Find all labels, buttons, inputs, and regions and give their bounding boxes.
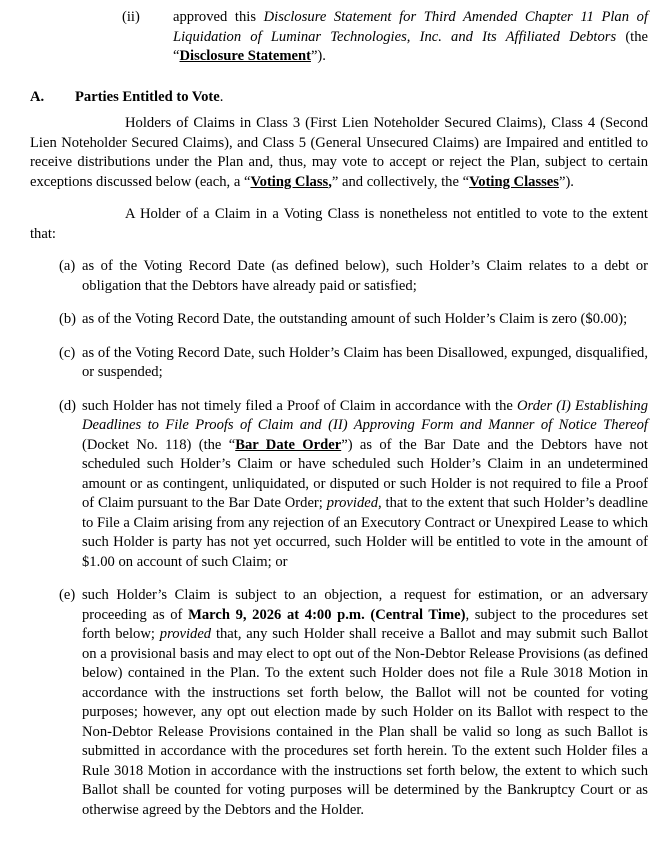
text-segment: as of the Voting Record Date, the outstanding amount of such Holder’s Claim is zero ($0.00); xyxy=(82,311,628,327)
text-segment: Order (I) Establishing Deadlines to File Proofs of Claim and (II) Approving Form and Manner of Notice Thereof xyxy=(82,397,649,433)
list-item xyxy=(59,586,649,820)
text-segment: provided xyxy=(326,495,379,511)
text-segment: Disclosure Statement xyxy=(179,48,311,64)
text-segment: that, any such Holder shall receive a Ballot and may submit such Ballot on a provisional basis and may elect to opt out of the Non-Debtor Release Provisions (as defined below) contained in the Plan. To the extent such Holder does not file a Rule 3018 Motion in accordance with the instructions set forth below, the Ballot will not be counted for voting purposes; however, any opt out election made by such Holder on its Ballot with respect to the Non-Debtor Release Provisions contained in the Plan shall be valid so long as such Ballot is submitted in accordance with the procedures set forth herein. To the extent such Holder files a Rule 3018 Motion in accordance with the instructions set forth below, the extent to which such Ballot shall be counted for voting purposes will be determined by the Bankruptcy Court or as otherwise agreed by the Debtors and the Holder. xyxy=(82,626,649,818)
text-segment: , xyxy=(328,173,332,190)
section-title: Parties Entitled to Vote xyxy=(75,88,220,105)
sub-item xyxy=(122,8,649,67)
text-segment: (the “ xyxy=(173,28,649,64)
section-title-suffix: . xyxy=(219,88,224,105)
item-marker: (b) xyxy=(59,311,77,327)
text-segment: ”) as of the Bar Date and the Debtors have not scheduled such Holder’s Claim or have scheduled such Holder’s Claim in an undetermined amount or as contingent, unliquidated, or disputed or such Holder is not required to file a Proof of Claim pursuant to the Bar Date Order; xyxy=(82,436,648,511)
paragraph xyxy=(30,114,648,192)
item-marker: (a) xyxy=(59,258,76,274)
paragraph xyxy=(30,205,648,244)
list-item xyxy=(59,397,649,573)
text-segment: as of the Voting Record Date (as defined below), such Holder’s Claim relates to a debt or obligation that the Debtors have already paid or satisfied; xyxy=(82,258,648,294)
text-segment: provided xyxy=(159,626,212,642)
item-marker: (ii) xyxy=(122,9,140,25)
text-segment: ” and collectively, the “ xyxy=(331,173,470,190)
list-item xyxy=(59,310,648,330)
section-letter: A. xyxy=(30,88,45,105)
item-marker: (c) xyxy=(59,344,76,361)
text-segment: such Holder has not timely filed a Proof of Claim in accordance with the xyxy=(82,397,518,414)
text-segment: , that to the extent that such Holder’s deadline to File a Claim arising from any rejection of an Executory Contract or Unexpired Lease to which such Holder is party has not yet occurred, such Holder will be entitled to vote in the amount of $1.00 on account of such Claim; or xyxy=(82,495,648,570)
text-segment: March 9, 2026 at 4:00 p.m. (Central Time) xyxy=(188,606,466,623)
text-segment: (Docket No. 118) (the “ xyxy=(82,436,236,453)
section-heading xyxy=(30,88,648,108)
list-item xyxy=(59,344,648,383)
text-segment: ”). xyxy=(558,173,574,190)
text-segment: such Holder’s Claim is subject to an objection, a request for estimation, or an adversary proceeding as of xyxy=(82,587,648,623)
text-segment: Disclosure Statement for Third Amended Chapter 11 Plan of Liquidation of Luminar Technologies, Inc. and Its Affiliated Debtors xyxy=(173,9,648,45)
item-marker: (d) xyxy=(59,397,77,414)
text-segment: A Holder of a Claim in a Voting Class is nonetheless not entitled to vote to the extent that: xyxy=(30,206,648,242)
text-segment: Bar Date Order xyxy=(235,436,342,453)
text-segment: , subject to the procedures set forth below; xyxy=(82,606,649,642)
text-segment: ”). xyxy=(310,48,326,64)
text-segment: Voting Classes xyxy=(469,173,559,190)
item-marker: (e) xyxy=(59,587,76,603)
text-segment: Holders of Claims in Class 3 (First Lien Noteholder Secured Claims), Class 4 (Second Lien Noteholder Secured Claims), and Class 5 (General Unsecured Claims) are Impaired and entitled to receive distributions under the Plan and, thus, may vote to accept or reject the Plan, subject to certain exceptions discussed below (each, a “ xyxy=(30,115,648,190)
text-segment: as of the Voting Record Date, such Holder’s Claim has been Disallowed, expunged, disqualified, or suspended; xyxy=(82,344,648,380)
list-item xyxy=(59,257,648,296)
text-segment: approved this xyxy=(173,9,264,25)
text-segment: Voting Class xyxy=(250,173,329,190)
